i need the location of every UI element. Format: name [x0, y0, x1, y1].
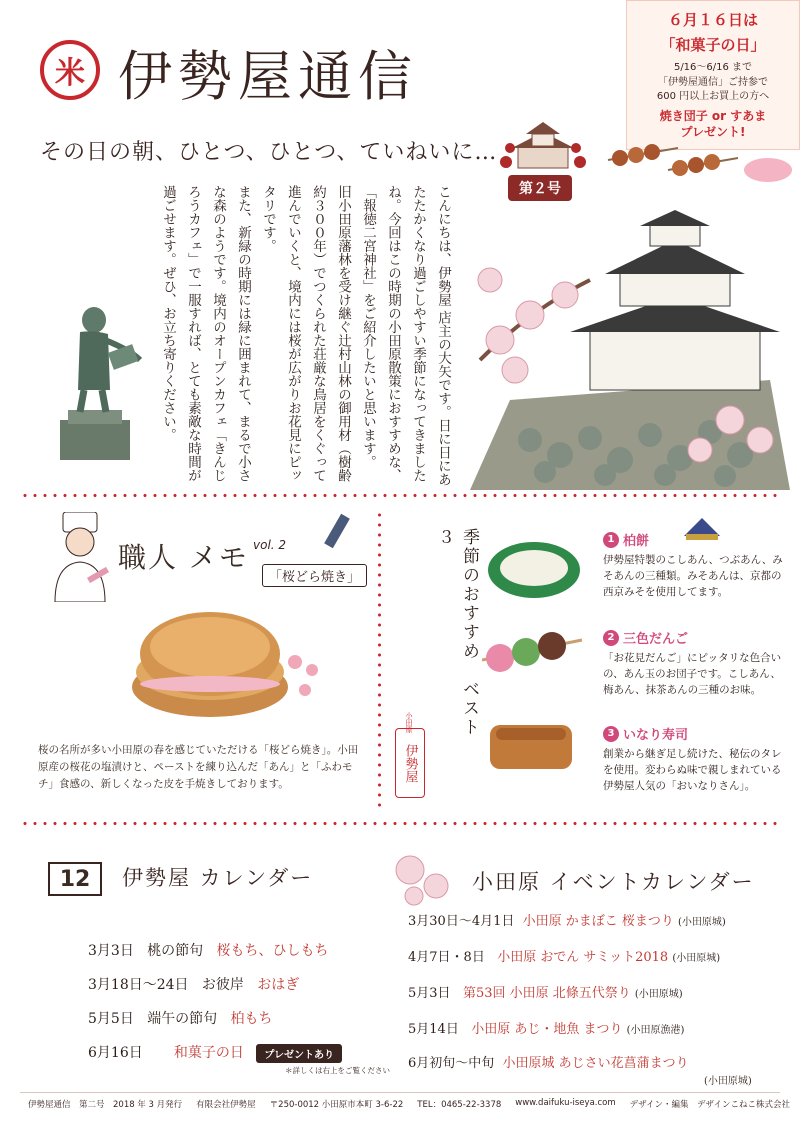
footer-issue-info: 伊勢屋通信 第二号 2018 年 3 月発行: [28, 1100, 183, 1110]
item-name: 三色だんご: [623, 632, 689, 647]
item-number: 2: [603, 630, 619, 646]
event-date: 6月初旬〜中旬: [408, 1056, 495, 1071]
calendar-date: 3月18日〜24日: [88, 977, 189, 993]
odawara-calendar-title: 小田原 イベントカレンダー: [472, 870, 755, 894]
item-heading: [603, 724, 783, 743]
notice-line: 600 円以上お買上の方へ: [656, 91, 770, 102]
notice-event: 「和菓子の日」: [660, 36, 766, 54]
item-number: 3: [603, 726, 619, 742]
event-row: [408, 946, 720, 965]
event-place: (小田原城): [678, 917, 726, 928]
intro-paragraph: また、新緑の時期には緑に囲まれて、まるで小さな森のようです。境内のオープンカフェ「きんじろうカフェ」で一服すれば、とても素敵な時間が過ごせます。ぜひ、お立ち寄りください。: [160, 185, 251, 482]
event-name: 小田原 かまぼこ 桜まつり: [522, 914, 674, 929]
season-item-2: [603, 628, 783, 698]
calendar-event: 桃の節句: [147, 943, 204, 959]
sakura-dorayaki-illustration: [130, 592, 360, 732]
calendar-row: [88, 940, 329, 960]
item-number: 1: [603, 532, 619, 548]
item-description: 伊勢屋特製のこしあん、つぶあん、みそあんの三種類。みそあんは、京都の西京みそを使用してます。: [603, 554, 783, 598]
kabuto-illustration: [680, 516, 724, 542]
memo-volume: vol. 2: [253, 538, 287, 552]
notice-line: 5/16〜6/16 まで: [673, 62, 753, 73]
notice-line: プレゼント!: [680, 124, 746, 139]
intro-text: [155, 185, 455, 495]
event-place: (小田原漁港): [626, 1025, 685, 1036]
calendar-row: [88, 1042, 342, 1063]
item-description: 創業から継ぎ足し続けた、秘伝のタレを使用。変わらぬ味で親しまれている伊勢屋人気の「おいなりさん」。: [603, 748, 782, 792]
footer-company: 有限会社伊勢屋: [196, 1100, 256, 1110]
event-place: (小田原城): [704, 1076, 752, 1087]
event-name: 小田原 おでん サミット2018: [497, 950, 669, 965]
intro-paragraph: 旧小田原藩林を受け継ぐ辻村山林の御用材（樹齢約３００年）でつくられた荘厳な鳥居をくぐって進んでいくと、境内には桜が広がりお花見にピッタリです。: [260, 185, 351, 482]
memo-subtitle: 「桜どら焼き」: [262, 564, 367, 587]
calendar-note: ＊詳しくは右上をご覧ください: [285, 1066, 390, 1075]
divider: [20, 822, 780, 825]
notice-line: 「伊勢屋通信」ご持参で: [658, 76, 768, 88]
calendar-item: 柏もち: [230, 1011, 273, 1027]
event-name: 小田原 あじ・地魚 まつり: [471, 1022, 623, 1037]
odawara-castle-illustration: [470, 210, 790, 500]
present-badge: プレゼントあり: [256, 1044, 342, 1063]
event-row: [408, 1018, 684, 1037]
footer-design-credit: デザイン・編集 デザインこねこ株式会社: [629, 1100, 790, 1110]
divider: [20, 494, 780, 497]
event-date: 3月30日〜4月1日: [408, 914, 515, 929]
calendar-item: 桜もち、ひしもち: [216, 943, 329, 959]
craftsman-illustration: [45, 512, 115, 602]
notice-gift: [627, 108, 799, 140]
seasonal-sweets-illustration: [482, 520, 592, 780]
logo-rice-seal: 米: [40, 40, 100, 100]
event-row: [408, 982, 683, 1001]
notice-period: [627, 61, 799, 105]
calendar-date: 3月3日: [88, 943, 134, 959]
notice-date: ６月１６日は: [667, 11, 758, 29]
calendar-item: 和菓子の日: [173, 1045, 244, 1061]
event-date: 5月14日: [408, 1022, 459, 1037]
seal-caption: 小田原: [405, 712, 413, 733]
footer: [28, 1098, 790, 1110]
wagashi-day-notice: [626, 0, 800, 150]
calendar-event: 端午の節句: [147, 1011, 218, 1027]
page-title: 伊勢屋通信: [118, 45, 418, 108]
dango-illustration: [598, 140, 798, 190]
item-heading: [603, 628, 783, 647]
footer-phone: TEL：0465-22-3378: [417, 1100, 502, 1110]
season-heading: 季節のおすすめ ベスト３: [434, 528, 479, 737]
footer-website-link[interactable]: www.daifuku-iseya.com: [515, 1098, 616, 1108]
cherry-blossom-icon: [390, 848, 460, 908]
calendar-event: お彼岸: [201, 977, 244, 993]
iseya-calendar-title: 伊勢屋 カレンダー: [122, 866, 314, 890]
event-name: 第53回 小田原 北條五代祭り: [462, 986, 631, 1001]
calendar-date: 5月5日: [88, 1011, 134, 1027]
small-castle-illustration: [498, 118, 588, 176]
footer-address: 〒250-0012 小田原市本町 3-6-22: [269, 1100, 404, 1110]
footer-rule: [20, 1092, 780, 1093]
calendar-date: 6月16日: [88, 1045, 143, 1061]
item-name: 柏餅: [623, 534, 650, 549]
memo-description: 桜の名所が多い小田原の春を感じていただける「桜どら焼き」。小田原産の桜花の塩漬けと、ペーストを練り込んだ「あん」と「ふわモチ」食感の、新しくなった皮を手焼きしております。: [38, 744, 359, 790]
iseya-seal: 伊勢屋: [395, 728, 425, 798]
issue-badge: 第２号: [508, 175, 572, 201]
event-row: [408, 910, 726, 929]
event-place: (小田原城): [634, 989, 683, 1000]
calendar-row: [88, 974, 299, 994]
calendar-icon: 12: [48, 862, 102, 896]
brush-pen-illustration: [318, 510, 358, 560]
tagline: その日の朝、ひとつ、ひとつ、ていねいに…: [40, 140, 498, 165]
event-date: 4月7日・8日: [408, 950, 485, 965]
intro-paragraph: こんにちは、伊勢屋 店主の大矢です。日に日にあたたかくなり過ごしやすい季節になってきましたね。今回はこの時期の小田原散策におすすめな、「報徳二宮神社」をご紹介したいと思います。: [360, 185, 451, 487]
divider: [378, 510, 381, 810]
event-row: [408, 1052, 689, 1071]
item-name: いなり寿司: [623, 728, 689, 743]
calendar-row: [88, 1008, 273, 1028]
notice-line: 焼き団子 or すあま: [659, 108, 767, 123]
event-date: 5月3日: [408, 986, 451, 1001]
item-description: 「お花見だんご」にピッタリな色合いの、あん玉のお団子です。こしあん、梅あん、抹茶あんの三種のお味。: [603, 652, 782, 696]
calendar-item: おはぎ: [257, 977, 300, 993]
ninomiya-statue-illustration: [50, 290, 150, 470]
memo-title: 職人 メモ: [118, 541, 249, 574]
event-name: 小田原城 あじさい花菖蒲まつり: [502, 1056, 689, 1071]
event-place: (小田原城): [672, 953, 721, 964]
season-item-3: [603, 724, 783, 794]
